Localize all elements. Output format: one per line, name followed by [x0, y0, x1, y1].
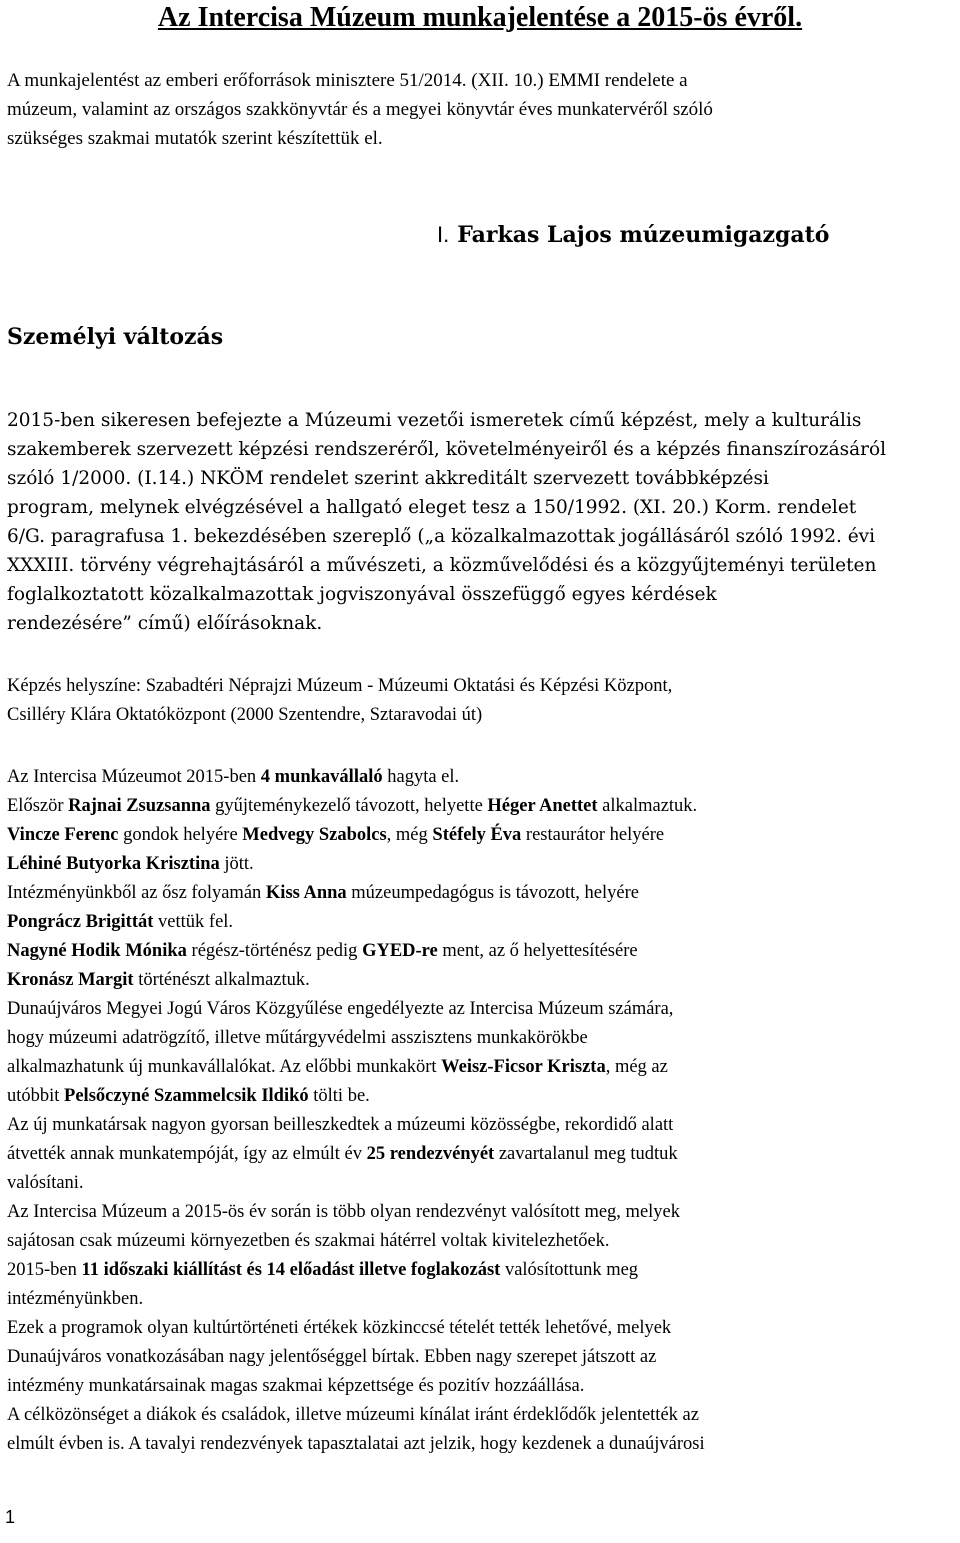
text-line: XXXIII. törvény végrehajtásáról a művészeti, a közművelődési és a közgyűjteményi területen [7, 555, 877, 576]
text-line: valósítani. [7, 1173, 84, 1193]
text-line: A célközönséget a diákok és családok, illetve múzeumi kínálat iránt érdeklődők jelentették az [7, 1405, 699, 1425]
text-line: Az Intercisa Múzeumot 2015-ben 4 munkavállaló hagyta el. [7, 767, 460, 787]
intro-line: A munkajelentést az emberi erőforrások minisztere 51/2014. (XII. 10.) EMMI rendelete a [7, 70, 688, 91]
intro-line: múzeum, valamint az országos szakkönyvtár és a megyei könyvtár éves munkatervéről szóló [7, 99, 713, 120]
text-line: program, melynek elvégzésével a hallgató eleget tesz a 150/1992. (XI. 20.) Korm. rendelet [7, 497, 857, 518]
text-line: 2015-ben 11 időszaki kiállítást és 14 előadást illetve foglakozást valósítottunk meg [7, 1260, 639, 1280]
text-line: Csilléry Klára Oktatóközpont (2000 Szentendre, Sztaravodai út) [7, 705, 483, 725]
text-line: intézmény munkatársainak magas szakmai képzettsége és pozitív hozzáállása. [7, 1376, 585, 1396]
text-line: Nagyné Hodik Mónika régész-történész pedig GYED-re ment, az ő helyettesítésére [7, 941, 638, 961]
staff-paragraph [7, 763, 957, 1459]
text-line: Az Intercisa Múzeum a 2015-ös év során is több olyan rendezvényt valósított meg, melyek [7, 1202, 681, 1222]
section-title: Farkas Lajos múzeumigazgató [457, 222, 830, 248]
text-line: Pongrácz Brigittát vettük fel. [7, 912, 234, 932]
text-line: Az új munkatársak nagyon gyorsan beilleszkedtek a múzeumi közösségbe, rekordidő alatt [7, 1115, 674, 1135]
text-line: szakemberek szervezett képzési rendszeréről, követelményeiről és a képzés finanszírozásáról [7, 439, 887, 460]
text-line: Kronász Margit történészt alkalmaztuk. [7, 970, 310, 990]
section-heading-staff-change: Személyi változás [7, 324, 224, 350]
location-paragraph [7, 672, 957, 730]
text-line: Először Rajnai Zsuzsanna gyűjteménykezelő távozott, helyette Héger Anettet alkalmaztuk. [7, 796, 698, 816]
text-line: 2015-ben sikeresen befejezte a Múzeumi vezetői ismeretek című képzést, mely a kulturális [7, 410, 862, 431]
document-title: Az Intercisa Múzeum munkajelentése a 2015-ös évről. [157, 2, 803, 33]
text-line: szóló 1/2000. (I.14.) NKÖM rendelet szerint akkreditált szervezett továbbképzési [7, 468, 769, 489]
text-line: Léhiné Butyorka Krisztina jött. [7, 854, 254, 874]
text-line: Intézményünkből az ősz folyamán Kiss Anna múzeumpedagógus is távozott, helyére [7, 883, 639, 903]
text-line: rendezésére” című) előírásoknak. [7, 613, 323, 634]
section-number: I. [437, 222, 450, 247]
text-line: sajátosan csak múzeumi környezetben és szakmai hátérrel voltak kivitelezhetőek. [7, 1231, 610, 1251]
text-line: Dunaújváros vonatkozásában nagy jelentőséggel bírtak. Ebben nagy szerepet játszott az [7, 1347, 657, 1367]
text-line: Ezek a programok olyan kultúrtörténeti értékek közkinccsé tételét tették lehetővé, melyek [7, 1318, 672, 1338]
intro-paragraph [7, 66, 955, 153]
text-line: 6/G. paragrafusa 1. bekezdésében szereplő („a közalkalmazottak jogállásáról szóló 1992. évi [7, 526, 876, 547]
training-paragraph [7, 406, 957, 638]
intro-line: szükséges szakmai mutatók szerint készítettük el. [7, 128, 383, 149]
text-line: Dunaújváros Megyei Jogú Város Közgyűlése engedélyezte az Intercisa Múzeum számára, [7, 999, 674, 1019]
page-number: 1 [5, 1507, 16, 1527]
text-line: Vincze Ferenc gondok helyére Medvegy Szabolcs, még Stéfely Éva restaurátor helyére [7, 825, 665, 845]
section-heading-director [437, 222, 829, 248]
text-line: utóbbit Pelsőczyné Szammelcsik Ildikó tölti be. [7, 1086, 370, 1106]
text-line: hogy múzeumi adatrögzítő, illetve műtárgyvédelmi asszisztens munkakörökbe [7, 1028, 588, 1048]
text-line: foglalkoztatott közalkalmazottak jogviszonyával összefüggő egyes kérdések [7, 584, 717, 605]
text-line: alkalmazhatunk új munkavállalókat. Az előbbi munkakört Weisz-Ficsor Kriszta, még az [7, 1057, 668, 1077]
text-line: Képzés helyszíne: Szabadtéri Néprajzi Múzeum - Múzeumi Oktatási és Képzési Központ, [7, 676, 673, 696]
text-line: átvették annak munkatempóját, így az elmúlt év 25 rendezvényét zavartalanul meg tudtuk [7, 1144, 678, 1164]
text-line: elmúlt évben is. A tavalyi rendezvények tapasztalatai azt jelzik, hogy kezdenek a dunaújvárosi [7, 1434, 705, 1454]
text-line: intézményünkben. [7, 1289, 144, 1309]
